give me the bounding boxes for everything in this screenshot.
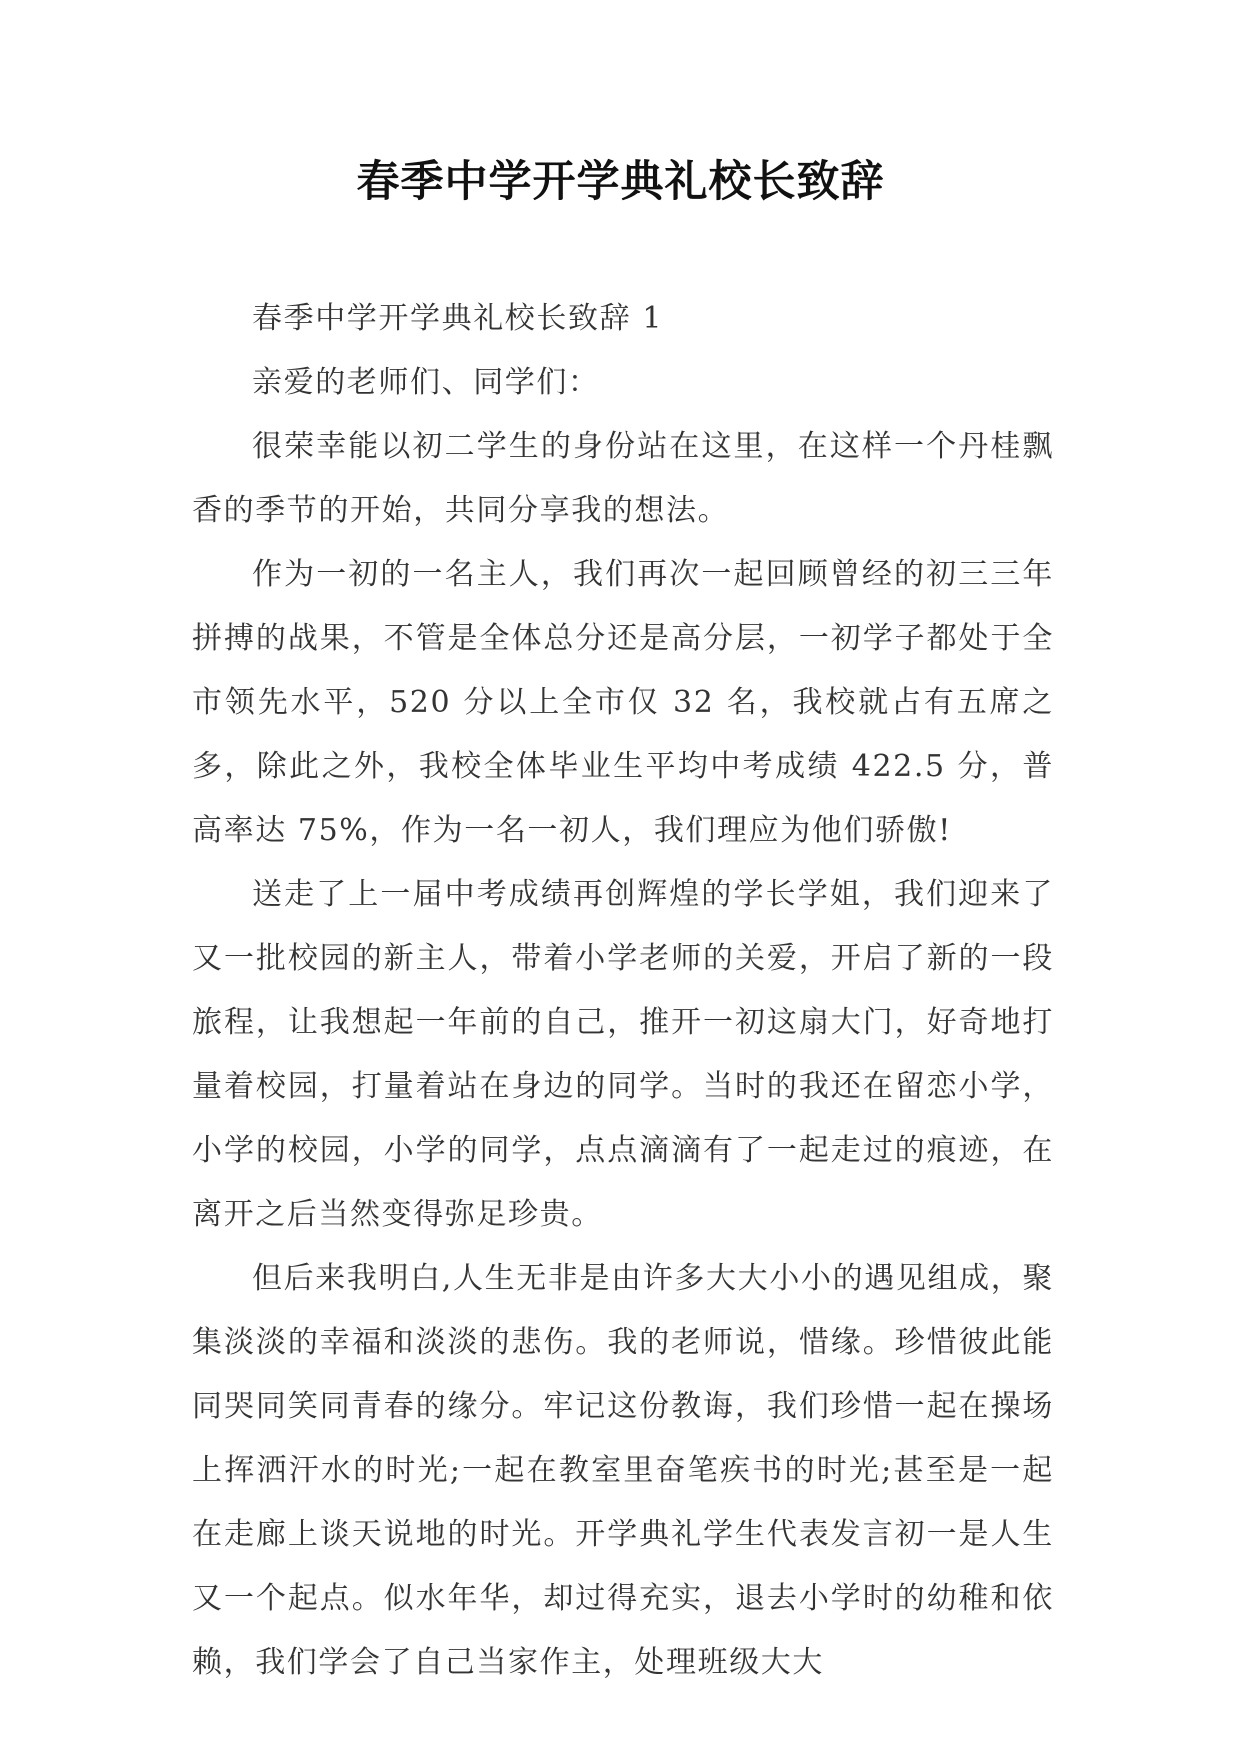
body-paragraph: 送走了上一届中考成绩再创辉煌的学长学姐，我们迎来了又一批校园的新主人，带着小学老师的关爱，开启了新的一段旅程，让我想起一年前的自己，推开一初这扇大门，好奇地打量着校园，打量着站在身边的同学。当时的我还在留恋小学，小学的校园，小学的同学，点点滴滴有了一起走过的痕迹，在离开之后当然变得弥足珍贵。 (192, 877, 1054, 1232)
heading-paragraph: 春季中学开学典礼校长致辞 1 (252, 301, 664, 336)
body-paragraph: 很荣幸能以初二学生的身份站在这里，在这样一个丹桂飘香的季节的开始，共同分享我的想法。 (192, 429, 1054, 528)
document-body (192, 287, 1054, 1695)
document-title: 春季中学开学典礼校长致辞 (356, 157, 885, 207)
body-paragraph: 但后来我明白,人生无非是由许多大大小小的遇见组成，聚集淡淡的幸福和淡淡的悲伤。我的老师说，惜缘。珍惜彼此能同哭同笑同青春的缘分。牢记这份教诲，我们珍惜一起在操场上挥洒汗水的时光;一起在教室里奋笔疾书的时光;甚至是一起在走廊上谈天说地的时光。开学典礼学生代表发言初一是人生又一个起点。似水年华，却过得充实，退去小学时的幼稚和依赖，我们学会了自己当家作主，处理班级大大 (192, 1261, 1054, 1680)
salutation-paragraph: 亲爱的老师们、同学们： (252, 365, 600, 400)
body-paragraph: 作为一初的一名主人，我们再次一起回顾曾经的初三三年拼搏的战果，不管是全体总分还是高分层，一初学子都处于全市领先水平，520 分以上全市仅 32 名，我校就占有五席之多，除此之外，我校全体毕业生平均中考成绩 422.5 分，普高率达 75%，作为一名一初人，我们理应为他们骄傲! (192, 557, 1054, 848)
